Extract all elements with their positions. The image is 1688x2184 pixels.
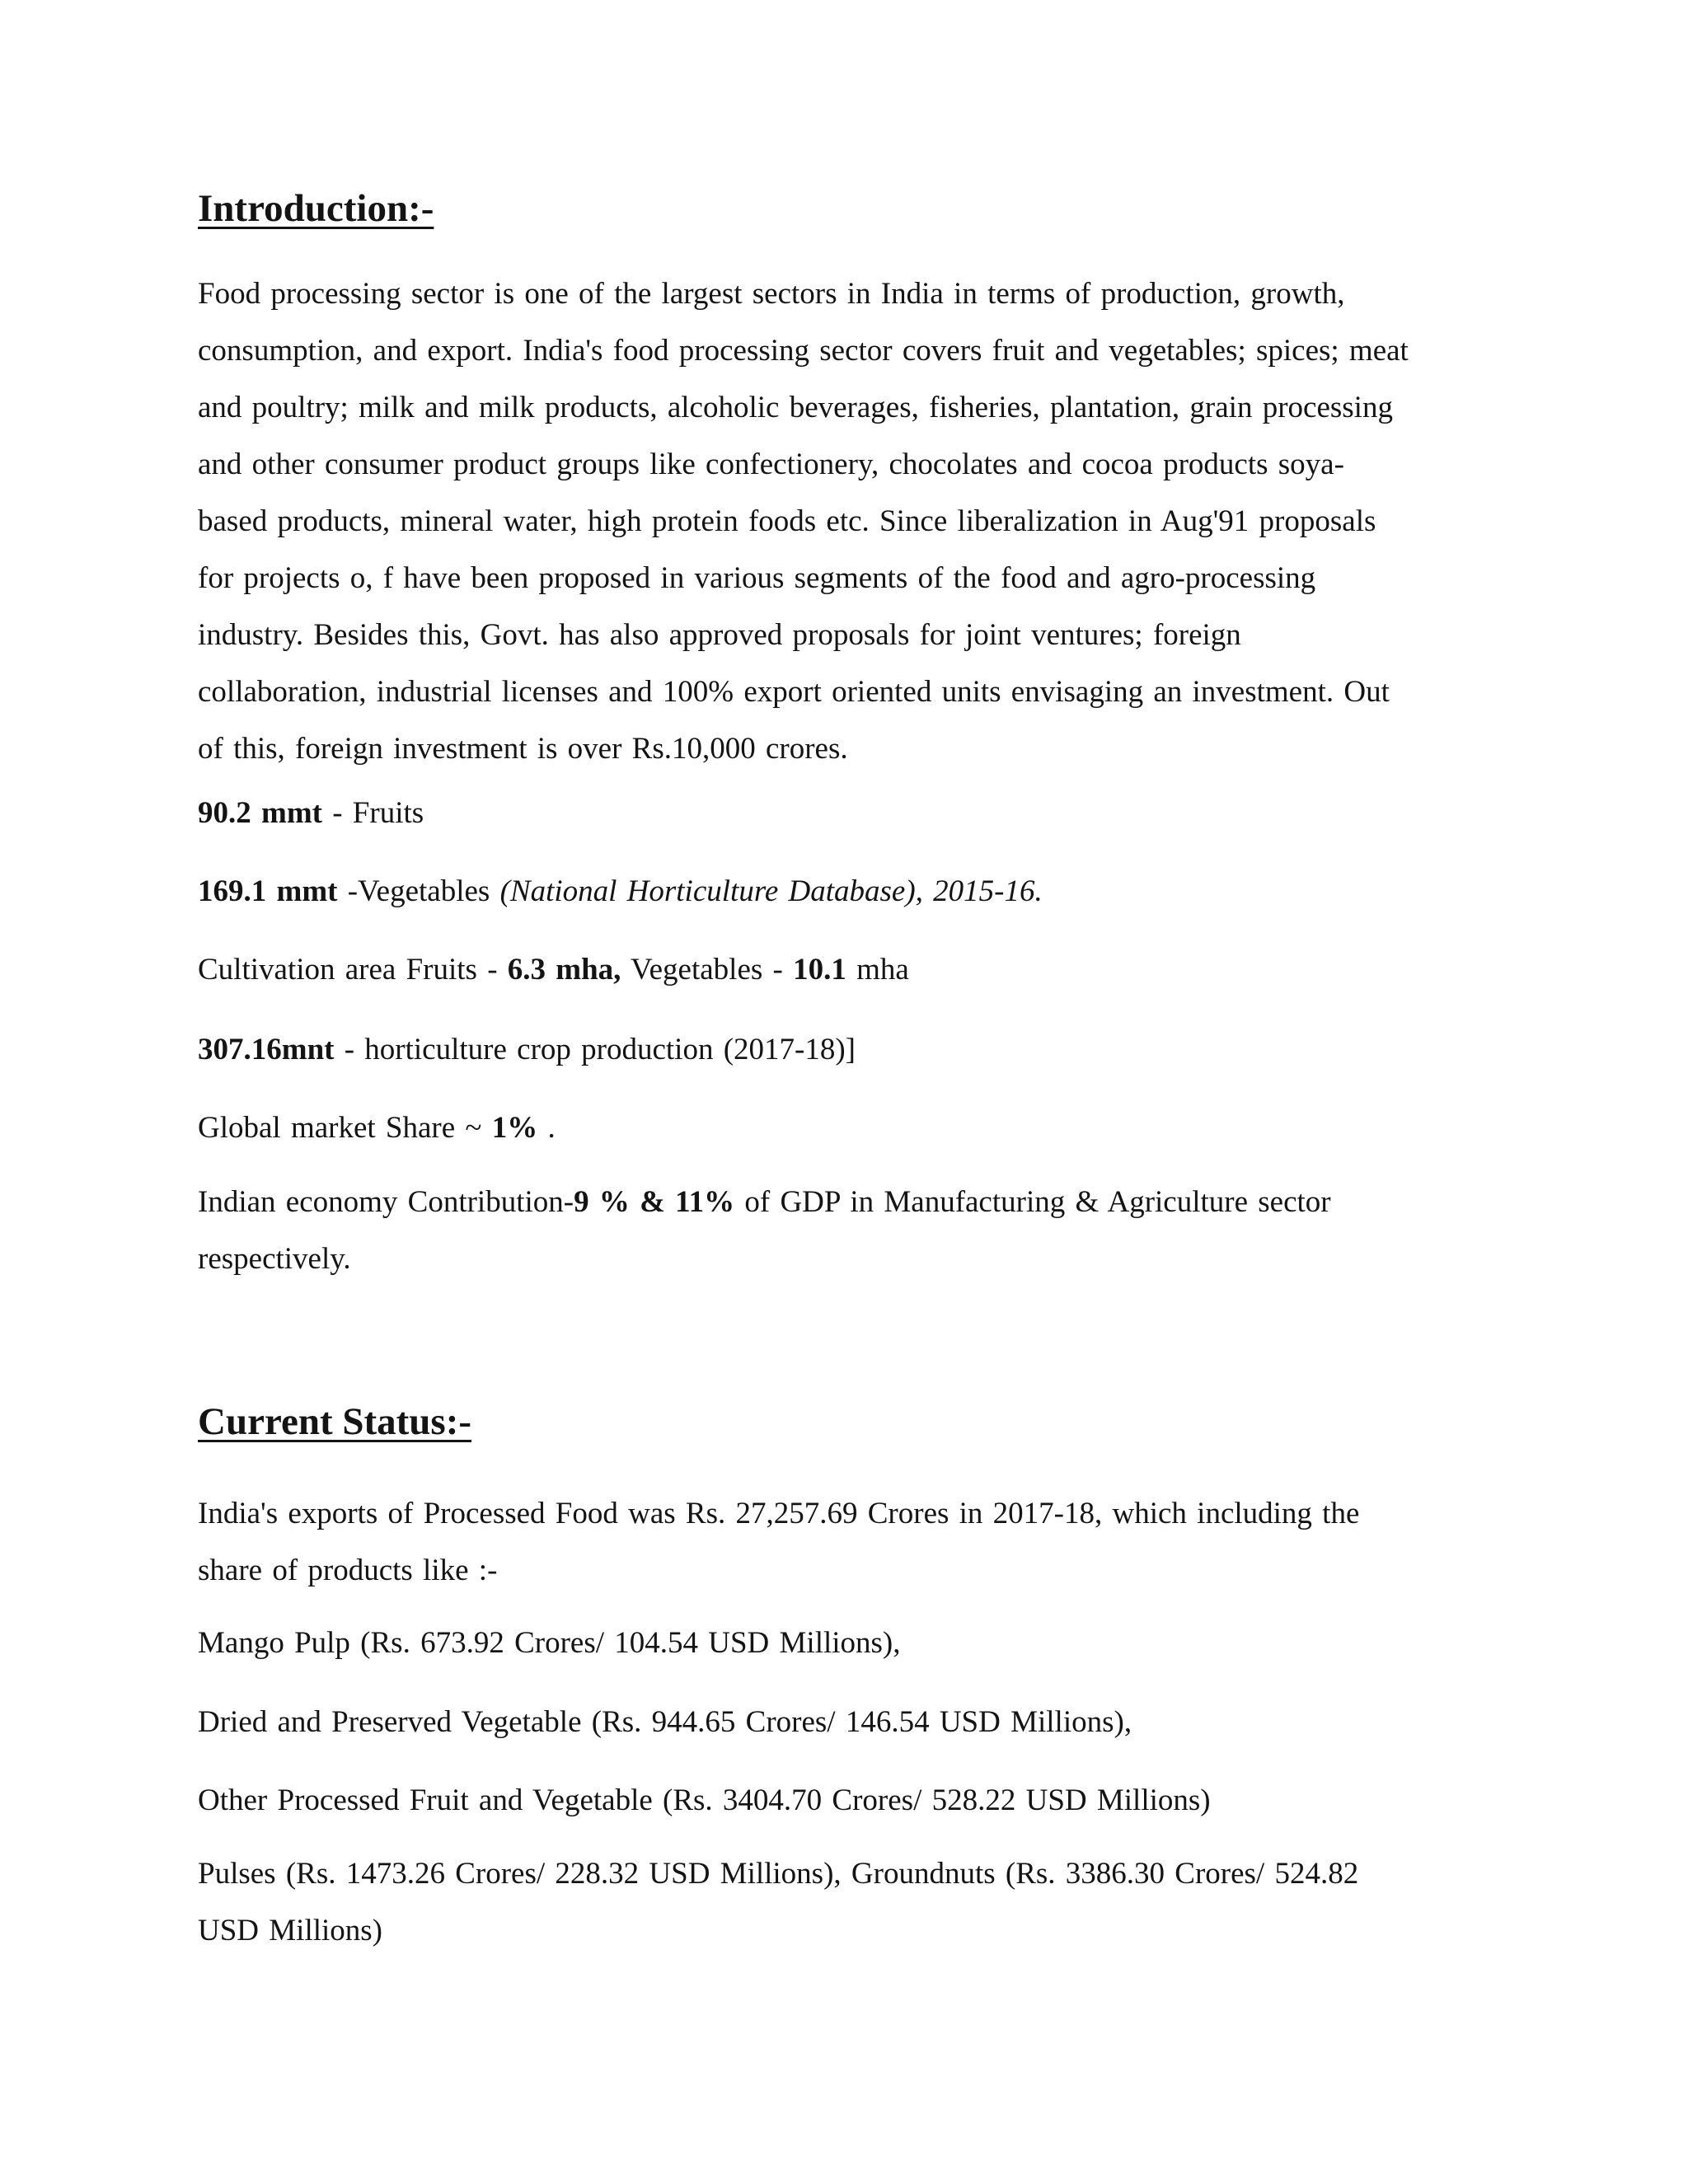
introduction-paragraph — [198, 265, 1409, 777]
exports-lead — [198, 1485, 1359, 1599]
dried-vegetable-item: Dried and Preserved Vegetable (Rs. 944.65 Crores/ 146.54 USD Millions), — [198, 1705, 1132, 1739]
cultivation-prefix: Cultivation area Fruits - — [198, 953, 508, 987]
paragraph-line: and poultry; milk and milk products, alcoholic beverages, fisheries, plantation, grain processing — [198, 391, 1393, 424]
pulses-line: Pulses (Rs. 1473.26 Crores/ 228.32 USD Millions), Groundnuts (Rs. 3386.30 Crores/ 524.82 — [198, 1857, 1359, 1891]
cultivation-suffix: mha — [846, 953, 909, 987]
economy-value: 9 % & 11% — [574, 1185, 735, 1219]
economy-prefix: Indian economy Contribution- — [198, 1185, 574, 1219]
cultivation-fruits-value: 6.3 mha, — [507, 953, 621, 987]
horticulture-production-fact — [198, 1032, 856, 1067]
paragraph-line: based products, mineral water, high protein foods etc. Since liberalization in Aug'91 proposals — [198, 504, 1376, 538]
global-share-suffix: . — [537, 1111, 556, 1145]
pulses-groundnuts-item — [198, 1845, 1358, 1959]
mango-pulp-item: Mango Pulp (Rs. 673.92 Crores/ 104.54 USD Millions), — [198, 1626, 901, 1660]
exports-lead-line: share of products like :- — [198, 1554, 498, 1587]
current-status-heading: Current Status:- — [198, 1400, 472, 1443]
vegetables-value: 169.1 mmt — [198, 874, 338, 908]
cultivation-middle: Vegetables - — [621, 953, 794, 987]
cultivation-area-fact — [198, 952, 909, 987]
paragraph-line: for projects o, f have been proposed in various segments of the food and agro-processing — [198, 561, 1316, 595]
fruits-value: 90.2 mmt — [198, 796, 322, 830]
other-processed-item: Other Processed Fruit and Vegetable (Rs. 3404.70 Crores/ 528.22 USD Millions) — [198, 1783, 1211, 1817]
introduction-heading: Introduction:- — [198, 187, 434, 230]
vegetables-production-fact — [198, 874, 1043, 909]
pulses-line: USD Millions) — [198, 1914, 383, 1947]
paragraph-line: Food processing sector is one of the largest sectors in India in terms of production, growth, — [198, 277, 1345, 311]
paragraph-line: and other consumer product groups like confectionery, chocolates and cocoa products soya- — [198, 448, 1344, 481]
horticulture-label: - horticulture crop production (2017-18)] — [334, 1033, 856, 1066]
economy-line2: respectively. — [198, 1242, 351, 1276]
paragraph-line: collaboration, industrial licenses and 100% export oriented units envisaging an investment. Out — [198, 675, 1390, 709]
horticulture-value: 307.16mnt — [198, 1033, 335, 1066]
exports-lead-line: India's exports of Processed Food was Rs. 27,257.69 Crores in 2017-18, which including the — [198, 1497, 1360, 1530]
economy-suffix: of GDP in Manufacturing & Agriculture sector — [734, 1185, 1331, 1219]
global-market-share-fact — [198, 1110, 556, 1146]
global-share-value: 1% — [491, 1111, 538, 1145]
paragraph-line: industry. Besides this, Govt. has also approved proposals for joint ventures; foreign — [198, 618, 1241, 652]
paragraph-line: of this, foreign investment is over Rs.10,000 crores. — [198, 732, 848, 766]
cultivation-veg-value: 10.1 — [793, 953, 846, 987]
vegetables-source: (National Horticulture Database), 2015-16. — [499, 874, 1043, 908]
economy-contribution-fact — [198, 1174, 1331, 1287]
fruits-production-fact — [198, 795, 424, 831]
paragraph-line: consumption, and export. India's food processing sector covers fruit and vegetables; spices; meat — [198, 334, 1409, 368]
vegetables-label: -Vegetables — [337, 874, 500, 908]
fruits-label: - Fruits — [321, 796, 424, 830]
global-share-prefix: Global market Share ~ — [198, 1111, 492, 1145]
